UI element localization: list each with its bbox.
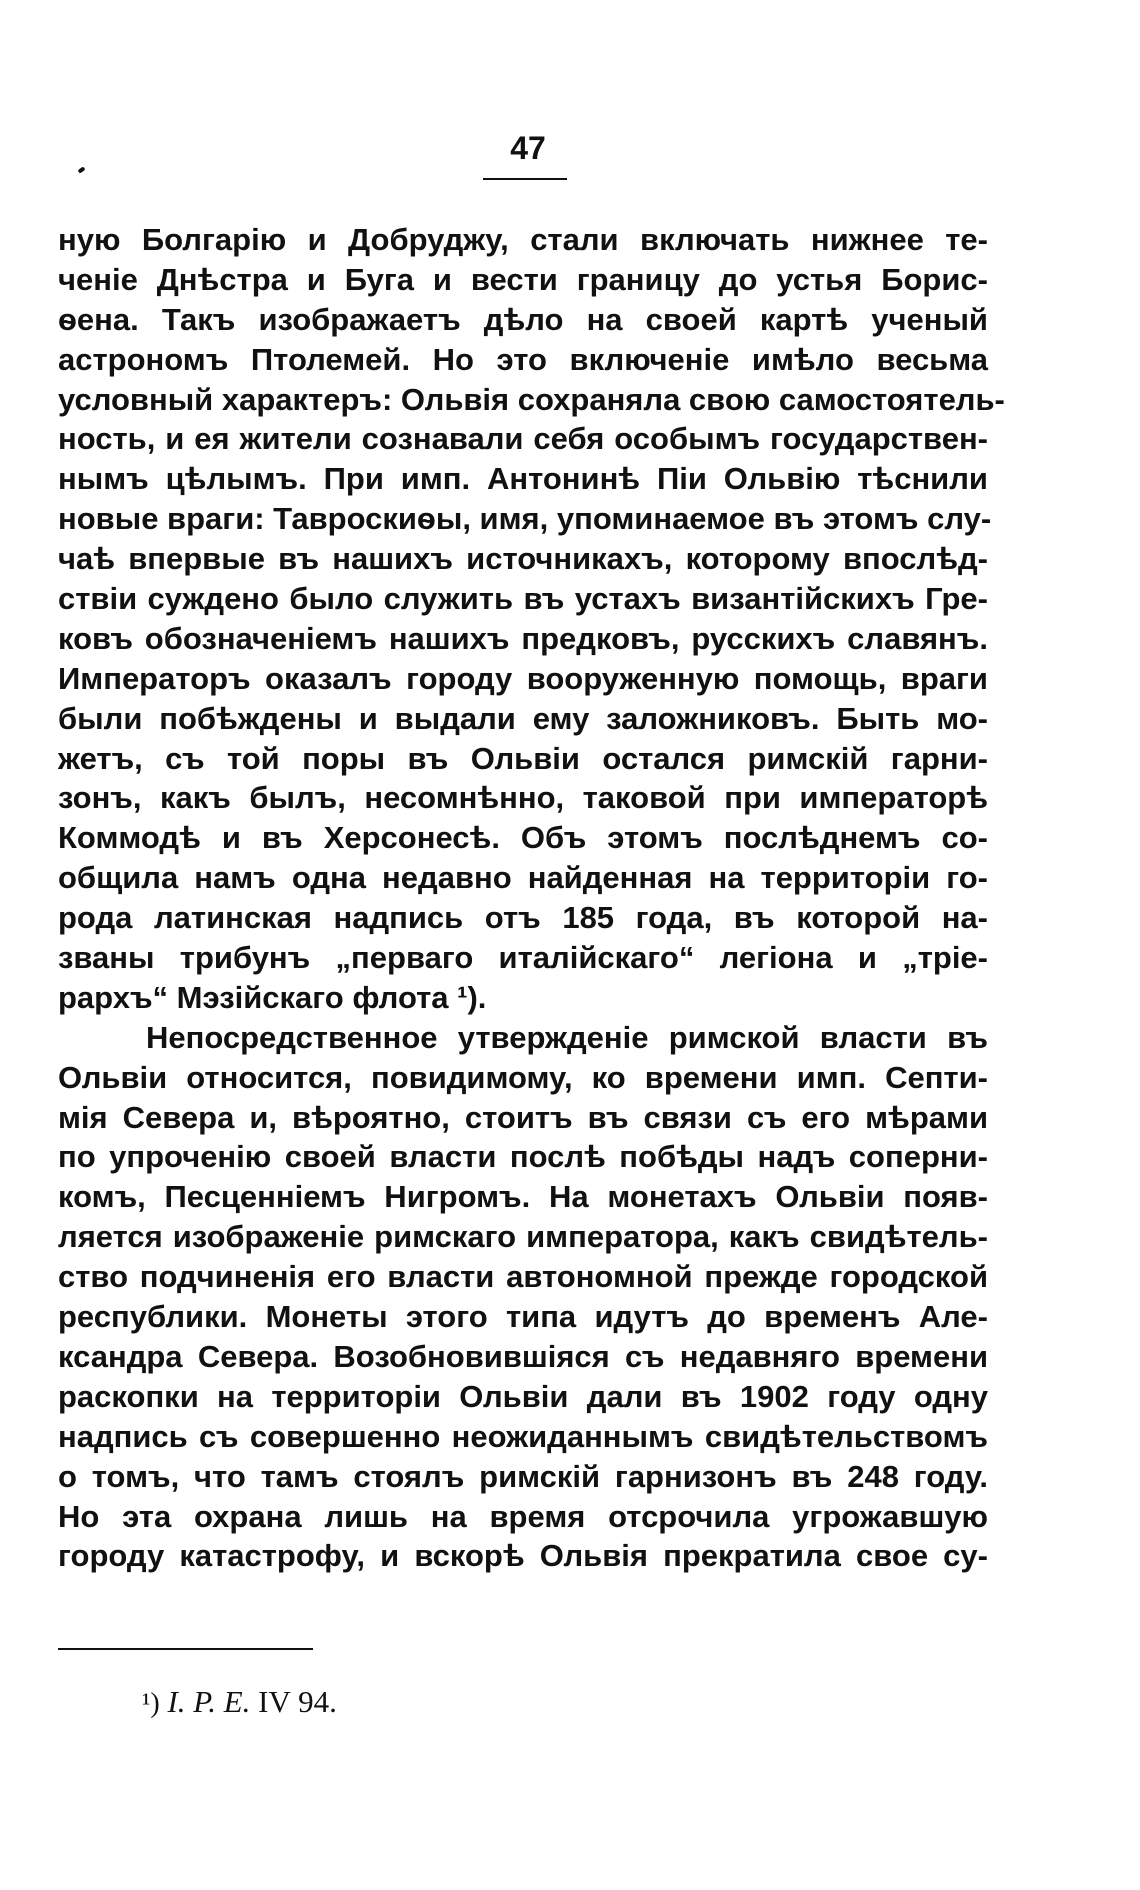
text-line: раскопки на территоріи Ольвіи дали въ 1902 году одну — [58, 1378, 988, 1414]
text-line: надпись съ совершенно неожиданнымъ свидѣтельствомъ — [58, 1418, 988, 1454]
text-line: чаѣ впервые въ нашихъ источникахъ, которому впослѣд- — [58, 541, 988, 577]
text-line: городу катастрофу, и вскорѣ Ольвія прекратила свое су- — [58, 1538, 988, 1574]
text-line: рода латинская надпись отъ 185 года, въ которой на- — [58, 900, 988, 936]
text-line: зонъ, какъ былъ, несомнѣнно, таковой при императорѣ — [58, 780, 988, 816]
text-line: жетъ, съ той поры въ Ольвіи остался римскій гарни- — [58, 740, 988, 776]
text-line: ксандра Севера. Возобновившіяся съ недавняго времени — [58, 1338, 988, 1374]
text-line: Коммодѣ и въ Херсонесѣ. Объ этомъ послѣднемъ со- — [58, 820, 988, 856]
text-line: ченіе Днѣстра и Буга и вести границу до устья Борис- — [58, 261, 988, 297]
footnote-source-abbreviation: I. P. E. — [167, 1684, 251, 1719]
text-line-paragraph-start: Непосредственное утвержденіе римской власти въ — [146, 1019, 988, 1055]
text-line: новые враги: Тавроскиѳы, имя, упоминаемое въ этомъ слу- — [58, 501, 992, 537]
footnote-separator — [58, 1648, 313, 1650]
text-line: нымъ цѣлымъ. При имп. Антонинѣ Піи Ольвію тѣснили — [58, 461, 988, 497]
footnote — [142, 1682, 337, 1724]
text-line: званы трибунъ „перваго италійскаго“ легіона и „тріе- — [58, 940, 988, 976]
footnote-reference: IV 94. — [258, 1684, 337, 1719]
text-line: республики. Монеты этого типа идутъ до временъ Але- — [58, 1299, 988, 1335]
page-number-underline — [483, 178, 567, 180]
body-text — [58, 220, 1005, 1576]
text-line: ство подчиненія его власти автономной прежде городской — [58, 1259, 988, 1295]
text-line: ную Болгарію и Добруджу, стали включать нижнее те- — [58, 222, 988, 257]
text-line: Ольвіи относится, повидимому, ко времени имп. Септи- — [58, 1059, 988, 1095]
text-line: по упроченію своей власти послѣ побѣды надъ соперни- — [58, 1139, 988, 1175]
text-line: астрономъ Птолемей. Но это включеніе имѣло весьма — [58, 341, 988, 377]
text-line: ляется изображеніе римскаго императора, какъ свидѣтель- — [58, 1219, 988, 1255]
text-line: мія Севера и, вѣроятно, стоитъ въ связи съ его мѣрами — [58, 1099, 988, 1135]
text-line: общила намъ одна недавно найденная на территоріи го- — [58, 860, 988, 896]
page-number: 47 — [510, 130, 546, 166]
text-line: ствіи суждено было служить въ устахъ византійскихъ Гре- — [58, 581, 988, 617]
text-line: ѳена. Такъ изображаетъ дѣло на своей картѣ ученый — [58, 301, 988, 337]
text-line: Но эта охрана лишь на время отсрочила угрожавшую — [58, 1498, 988, 1534]
text-line: условный характеръ: Ольвія сохраняла свою самостоятель- — [58, 381, 1005, 417]
text-line: ковъ обозначеніемъ нашихъ предковъ, русскихъ славянъ. — [58, 620, 988, 656]
text-line: были побѣждены и выдали ему заложниковъ. Быть мо- — [58, 700, 988, 736]
ink-speck — [77, 166, 85, 173]
text-line-paragraph-end: рархъ“ Мэзійскаго флота ¹). — [58, 979, 487, 1015]
footnote-marker: ¹) — [142, 1688, 160, 1719]
text-line: Императоръ оказалъ городу вооруженную помощь, враги — [58, 660, 988, 696]
text-line: ность, и ея жители сознавали себя особымъ государствен- — [58, 421, 988, 457]
text-line: о томъ, что тамъ стоялъ римскій гарнизонъ въ 248 году. — [58, 1458, 988, 1494]
text-line: комъ, Песценніемъ Нигромъ. На монетахъ Ольвіи появ- — [58, 1179, 988, 1215]
